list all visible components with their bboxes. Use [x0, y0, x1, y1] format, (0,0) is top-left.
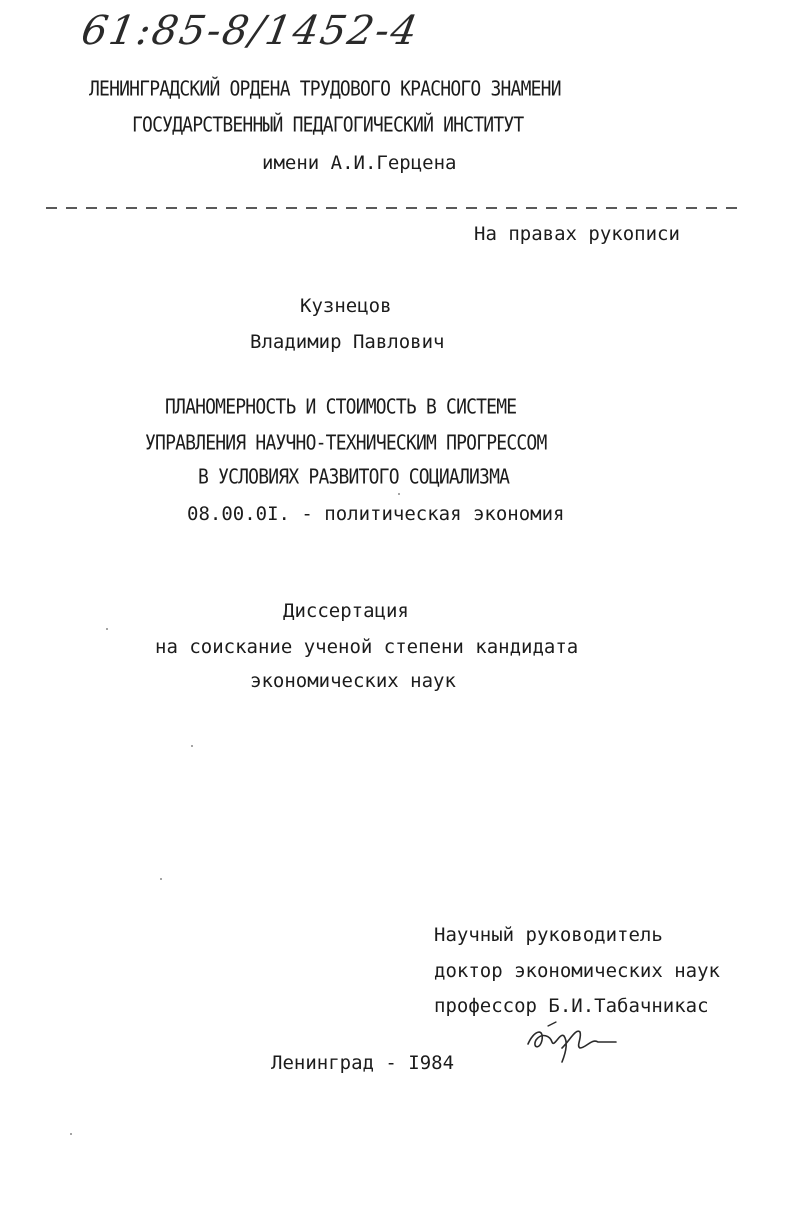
institution-line-2: ГОСУДАРСТВЕННЫЙ ПЕДАГОГИЧЕСКИЙ ИНСТИТУТ — [132, 113, 524, 138]
handwritten-catalog-number: 61:85-8/1452-4 — [77, 8, 423, 54]
title-line-2: УПРАВЛЕНИЯ НАУЧНО-ТЕХНИЧЕСКИМ ПРОГРЕССОМ — [145, 431, 547, 456]
supervisor-line-1: Научный руководитель — [434, 924, 663, 946]
institution-line-1: ЛЕНИНГРАДСКИЙ ОРДЕНА ТРУДОВОГО КРАСНОГО ЗНАМЕНИ — [89, 77, 561, 102]
scan-speck — [106, 628, 108, 630]
degree-line-3: экономических наук — [250, 670, 456, 692]
title-line-3: В УСЛОВИЯХ РАЗВИТОГО СОЦИАЛИЗМА — [198, 465, 510, 490]
handwritten-signature — [520, 1018, 620, 1068]
specialty-code: 08.00.0I. - политическая экономия — [187, 503, 565, 525]
institution-line-3: имени А.И.Герцена — [262, 152, 457, 174]
author-given-names: Владимир Павлович — [250, 331, 445, 353]
rights-note: На правах рукописи — [474, 223, 680, 245]
place-and-year: Ленинград - I984 — [271, 1052, 455, 1074]
degree-line-1: Диссертация — [283, 600, 409, 622]
supervisor-line-2: доктор экономических наук — [434, 960, 720, 982]
title-line-1: ПЛАНОМЕРНОСТЬ И СТОИМОСТЬ В СИСТЕМЕ — [165, 395, 517, 420]
scan-speck — [398, 493, 400, 495]
scan-speck — [160, 878, 162, 880]
scan-speck — [70, 1133, 72, 1135]
author-surname: Кузнецов — [300, 295, 392, 317]
scan-speck — [191, 745, 193, 747]
supervisor-line-3: профессор Б.И.Табачникас — [434, 995, 709, 1017]
dashed-separator — [46, 206, 746, 210]
degree-line-2: на соискание ученой степени кандидата — [155, 636, 579, 658]
